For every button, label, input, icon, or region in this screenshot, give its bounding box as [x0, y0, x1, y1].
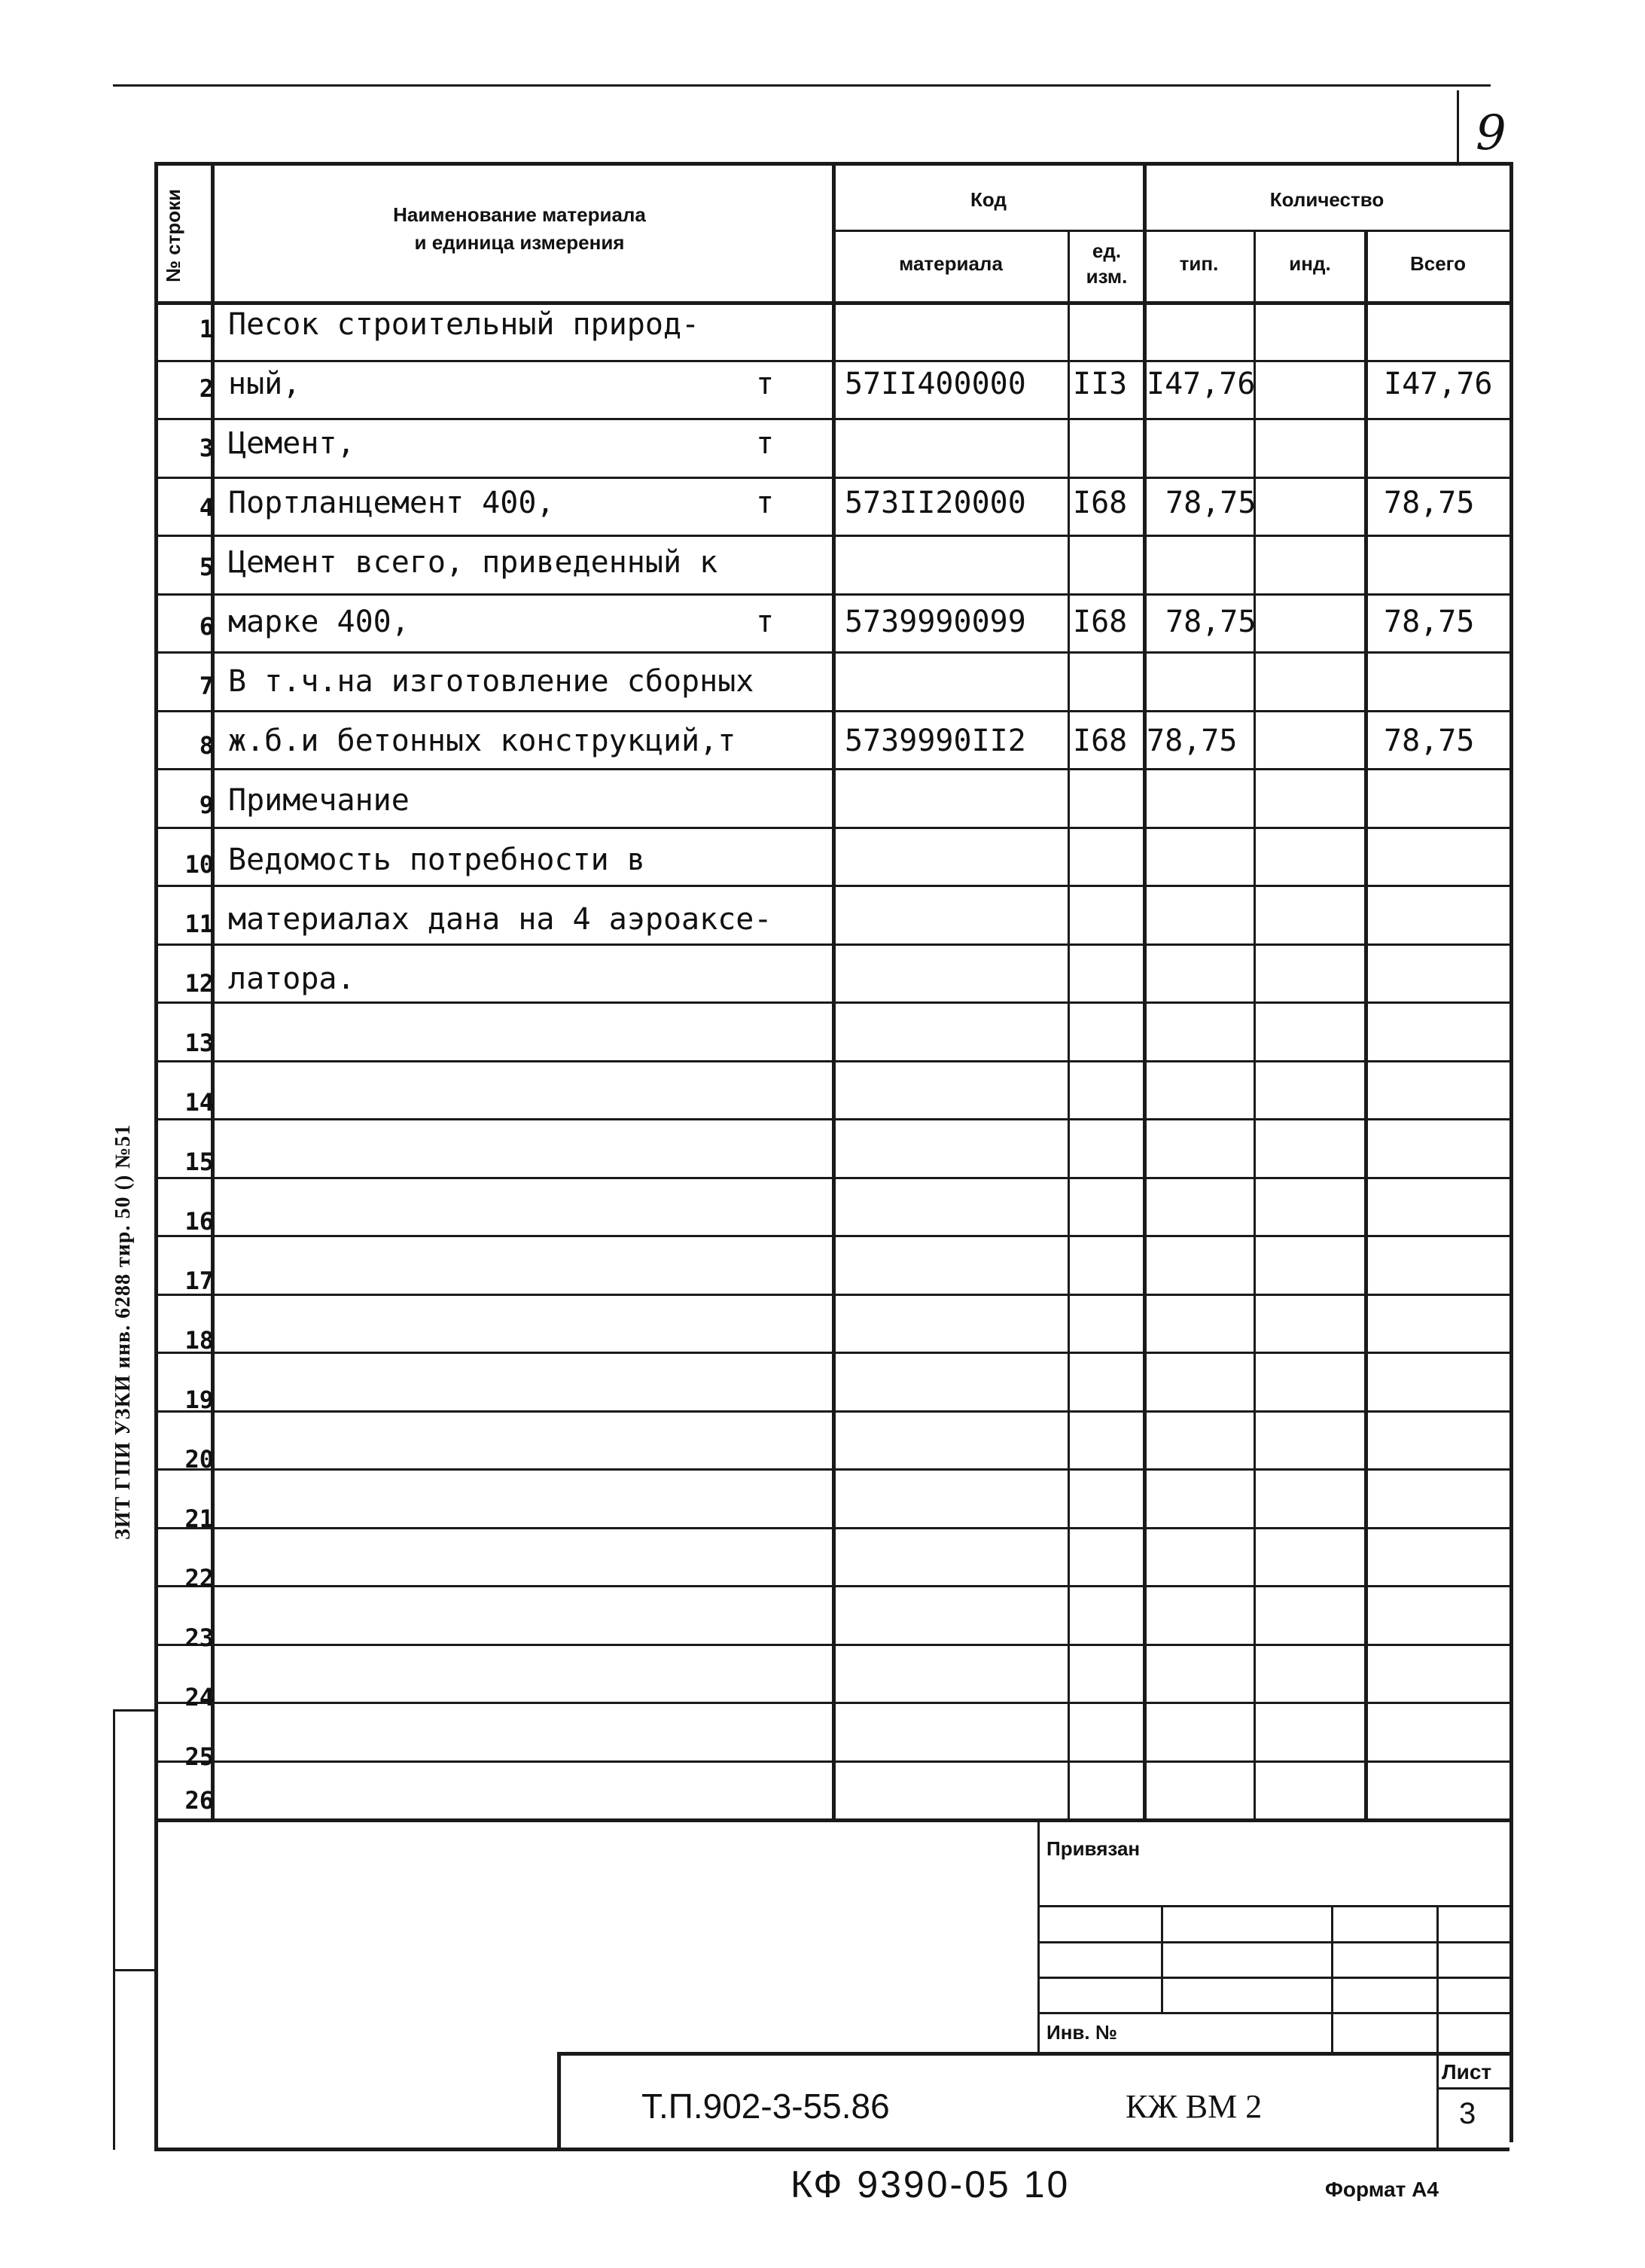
row-grid-line: [154, 1118, 1509, 1120]
row-grid-line: [154, 827, 1509, 829]
material-name: марке 400,: [228, 605, 410, 639]
quantity-typ: 78,75: [1165, 486, 1257, 520]
quantity-typ: 78,75: [1147, 724, 1238, 758]
frame-right-border: [1509, 162, 1513, 2142]
quantity-typ: 78,75: [1165, 605, 1257, 639]
row-number: 18: [184, 1326, 214, 1355]
sheet-number-divider: [1457, 90, 1459, 162]
unit-code: I68: [1073, 486, 1128, 520]
row-number: 10: [184, 850, 214, 879]
row-grid-line: [154, 1294, 1509, 1296]
row-number: 25: [184, 1742, 214, 1771]
row-number: 24: [184, 1683, 214, 1712]
title-block-col-2: [1331, 1905, 1333, 2052]
row-number: 5: [199, 553, 214, 581]
material-unit: т: [756, 426, 775, 461]
project-section: КЖ ВМ 2: [1126, 2088, 1263, 2125]
row-grid-line: [154, 1001, 1509, 1004]
sheet-label: Лист: [1442, 2060, 1492, 2084]
header-total: Всего: [1409, 252, 1467, 275]
title-block-main-top: [557, 2052, 1509, 2056]
col-line-typ: [1254, 230, 1256, 1818]
row-grid-line: [154, 1060, 1509, 1062]
material-name: ный,: [228, 367, 301, 401]
row-grid-line: [154, 768, 1509, 770]
quantity-total: 78,75: [1384, 486, 1475, 520]
header-row-number: № строки: [162, 188, 184, 282]
title-block-main-left: [557, 2052, 561, 2150]
material-name: Примечание: [228, 783, 410, 818]
quantity-total: 78,75: [1384, 605, 1475, 639]
row-number: 21: [184, 1504, 214, 1533]
project-designation: Т.П.902-3-55.86: [641, 2087, 890, 2126]
material-code: 57II400000: [845, 367, 1026, 401]
header-typ: тип.: [1179, 252, 1219, 275]
row-grid-line: [154, 1702, 1509, 1704]
top-border-line: [113, 84, 1491, 87]
side-archive-stamp: ЗИТ ГПИ УЗКИ инв. 6288 тир. 50 () №51: [111, 1123, 135, 1540]
row-grid-line: [154, 477, 1509, 479]
unit-code: I68: [1073, 605, 1128, 639]
row-number: 20: [184, 1445, 214, 1474]
material-name: Цемент,: [228, 426, 355, 461]
inventory-number-label: Инв. №: [1046, 2021, 1117, 2044]
row-number: 3: [199, 434, 214, 462]
row-grid-line: [154, 1644, 1509, 1646]
header-unit-line2: изм.: [1086, 265, 1128, 288]
material-name: Песок строительный природ-: [228, 307, 700, 342]
paper-format: Формат А4: [1325, 2178, 1439, 2201]
material-name: материалах дана на 4 аэроаксе-: [228, 902, 772, 937]
row-number: 23: [184, 1623, 214, 1652]
row-grid-line: [154, 535, 1509, 537]
side-column-mid: [113, 1969, 157, 1971]
row-number: 13: [184, 1029, 214, 1057]
header-name-line2: и единица измерения: [414, 231, 625, 254]
quantity-total: I47,76: [1384, 367, 1493, 401]
row-number: 6: [199, 612, 214, 641]
row-number: 7: [199, 672, 214, 700]
material-unit: т: [756, 605, 775, 639]
header-name-line1: Наименование материала: [393, 203, 646, 226]
sheet-label-line: [1436, 2087, 1509, 2090]
material-unit: т: [756, 486, 775, 520]
side-column-line: [113, 1709, 115, 2150]
header-subdivider: [832, 230, 1509, 232]
material-name: Портланцемент 400,: [228, 486, 555, 520]
title-block-left-divider: [1037, 1818, 1040, 2052]
side-column-top: [113, 1709, 157, 1712]
unit-code: II3: [1073, 367, 1128, 401]
row-number: 1: [199, 315, 214, 343]
row-grid-line: [154, 885, 1509, 887]
row-number: 15: [184, 1148, 214, 1176]
col-line-unit: [1143, 162, 1147, 1818]
header-ind: инд.: [1289, 252, 1331, 275]
row-number: 11: [184, 910, 214, 938]
title-block-col-3: [1436, 1905, 1439, 2052]
col-line-material: [1068, 230, 1070, 1818]
row-number: 14: [184, 1088, 214, 1117]
sheet-number: 9: [1476, 105, 1506, 161]
row-grid-line: [154, 651, 1509, 654]
header-material: материала: [899, 252, 1003, 275]
row-grid-line: [154, 360, 1509, 362]
row-number: 19: [184, 1385, 214, 1414]
frame-bottom-border: [154, 2148, 1509, 2151]
row-grid-line: [154, 418, 1509, 420]
material-code: 5739990099: [845, 605, 1026, 639]
row-number: 22: [184, 1564, 214, 1593]
row-grid-line: [154, 1177, 1509, 1179]
row-number: 17: [184, 1267, 214, 1295]
material-unit: т: [756, 367, 775, 401]
header-quantity: Количество: [1269, 188, 1385, 211]
material-name: Ведомость потребности в: [228, 843, 645, 877]
row-number: 26: [184, 1786, 214, 1815]
header-unit-line1: ед.: [1092, 239, 1122, 262]
row-grid-line: [154, 1468, 1509, 1471]
row-grid-line: [154, 1352, 1509, 1354]
row-grid-line: [154, 1585, 1509, 1587]
row-number: 2: [199, 374, 214, 403]
sheet-value: 3: [1459, 2097, 1476, 2130]
col-line-ind: [1364, 230, 1368, 1818]
quantity-total: 78,75: [1384, 724, 1475, 758]
material-code: 5739990II2: [845, 724, 1026, 758]
title-block-top: [154, 1818, 1509, 1822]
col-line-name: [832, 162, 836, 1818]
title-block-sheet-divider: [1436, 2052, 1439, 2150]
material-name: Цемент всего, приведенный к: [228, 545, 718, 580]
header-code: Код: [970, 188, 1007, 211]
material-name: В т.ч.на изготовление сборных: [228, 664, 754, 699]
row-number: 4: [199, 493, 214, 522]
row-grid-line: [154, 1527, 1509, 1529]
row-grid-line: [154, 1760, 1509, 1763]
row-grid-line: [154, 710, 1509, 712]
row-number: 9: [199, 791, 214, 819]
material-code: 573II20000: [845, 486, 1026, 520]
archive-number-stamp: КФ 9390-05 10: [791, 2163, 1071, 2206]
row-grid-line: [154, 1410, 1509, 1413]
row-grid-line: [154, 943, 1509, 946]
row-grid-line: [154, 1235, 1509, 1237]
material-name: ж.б.и бетонных конструкций,т: [228, 724, 736, 758]
row-number: 16: [184, 1207, 214, 1236]
row-grid-line: [154, 593, 1509, 596]
row-number: 8: [199, 731, 214, 760]
material-name: латора.: [228, 962, 355, 996]
row-number: 12: [184, 969, 214, 998]
quantity-typ: I47,76: [1147, 367, 1256, 401]
unit-code: I68: [1073, 724, 1128, 758]
title-block-col-1: [1161, 1905, 1163, 2012]
bound-label: Привязан: [1046, 1837, 1141, 1860]
